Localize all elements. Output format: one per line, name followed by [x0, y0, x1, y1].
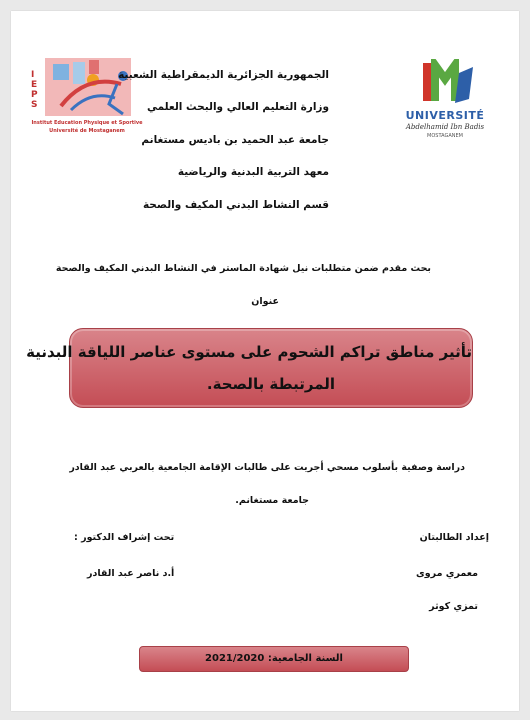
- study-description-line-2: جامعة مستغانم.: [235, 495, 309, 506]
- degree-subtitle: بحث مقدم ضمن متطلبات نيل شهادة الماستر في النشاط البدني المكيف والصحة: [55, 263, 431, 274]
- title-banner: [26, 328, 473, 408]
- header-line-institute: معهد التربية البدنية والرياضية: [177, 166, 329, 178]
- university-caption-1: Abdelhamid Ibn Badis: [405, 123, 485, 131]
- university-logo-lettering: UNIVERSITÉ: [405, 109, 485, 122]
- header-line-department: قسم النشاط البدني المكيف والصحة: [142, 199, 329, 211]
- supervisor-label: تحت إشراف الدكتور :: [74, 532, 175, 543]
- authors-label: إعداد الطالبتان: [419, 532, 489, 543]
- university-logo: [399, 59, 491, 145]
- ieps-caption-2: Université de Mostaganem: [49, 128, 125, 134]
- ieps-caption-1: Institut Education Physique et Sportive: [31, 120, 143, 126]
- ieps-logo-lettering: I E P S: [31, 70, 38, 110]
- academic-year: السنة الجامعية: 2021/2020: [205, 653, 343, 664]
- academic-year-box: [139, 646, 409, 672]
- header-line-ministry: وزارة التعليم العالي والبحث العلمي: [146, 101, 329, 113]
- header-line-republic: الجمهورية الجزائرية الديمقراطية الشعبية: [118, 69, 329, 81]
- header-line-university: جامعة عبد الحميد بن باديس مستغانم: [141, 134, 329, 146]
- author-name-1: معمري مروى: [416, 568, 478, 579]
- supervisor-name: أ.د ناصر عبد القادر: [87, 568, 175, 579]
- title-line-2: المرتبطة بالصحة.: [206, 375, 336, 393]
- title-label: عنوان: [251, 296, 279, 307]
- author-name-2: تمزي كوثر: [429, 601, 478, 612]
- study-description-line-1: دراسة وصفية بأسلوب مسحي أجريت على طالبات الإقامة الجامعية بالعربي عبد القادر: [69, 462, 465, 473]
- title-line-1: تأثير مناطق تراكم الشحوم على مستوى عناصر اللياقة البدنية: [26, 343, 472, 361]
- university-caption-2: MOSTAGANEM: [427, 133, 463, 139]
- document-page: [11, 11, 519, 711]
